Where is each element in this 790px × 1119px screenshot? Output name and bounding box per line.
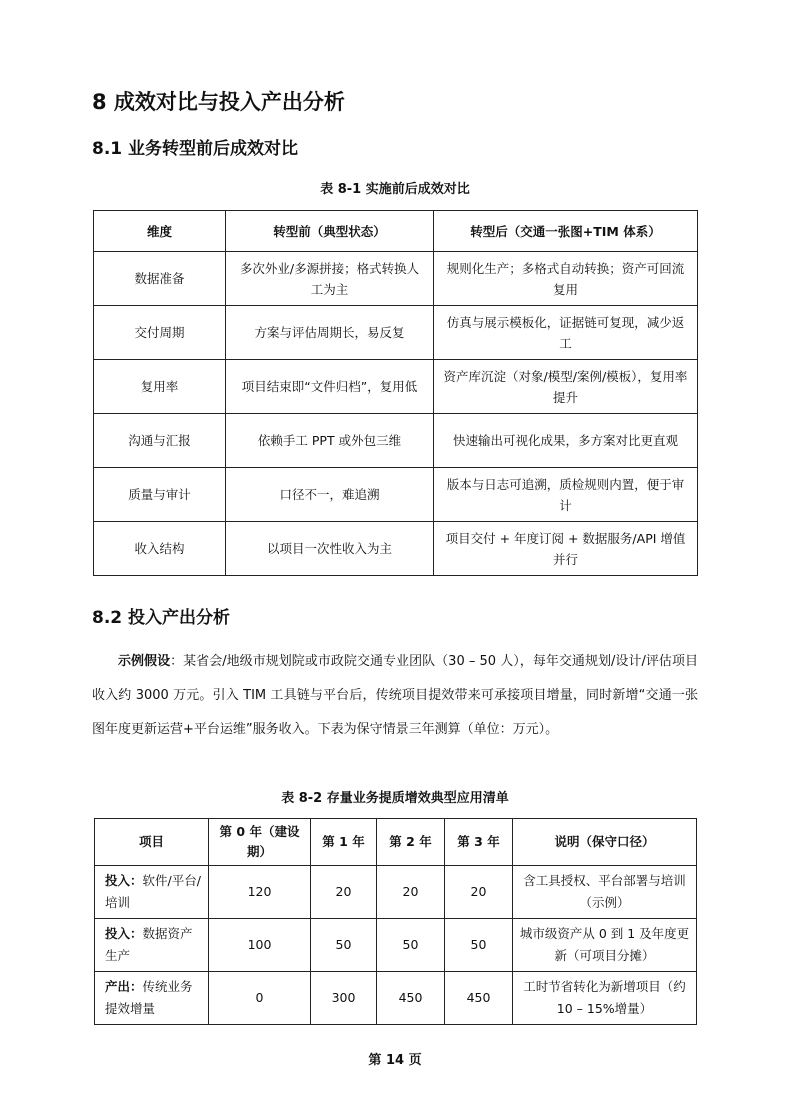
investment-output-table [94,818,697,1025]
table-header-cell: 第 2 年 [377,819,445,866]
table-header-cell: 项目 [95,819,209,866]
table-row [94,468,698,522]
subsection-title-1: 8.1 业务转型前后成效对比 [92,139,299,159]
table-cell: 20 [311,866,377,919]
table-cell: 50 [377,919,445,972]
table-cell: 项目交付 + 年度订阅 + 数据服务/API 增值并行 [434,522,698,576]
table-cell: 资产库沉淀（对象/模型/案例/模板），复用率提升 [434,360,698,414]
table-header-row [94,211,698,252]
table-cell: 120 [209,866,311,919]
table-cell: 100 [209,919,311,972]
table-cell: 0 [209,972,311,1025]
section-title: 8 成效对比与投入产出分析 [92,90,345,114]
table-header-cell: 第 1 年 [311,819,377,866]
table-cell: 城市级资产从 0 到 1 及年度更新（可项目分摊） [513,919,697,972]
table1-caption: 表 8-1 实施前后成效对比 [320,182,470,197]
table-cell: 依赖手工 PPT 或外包三维 [226,414,434,468]
table-cell: 多次外业/多源拼接；格式转换人工为主 [226,252,434,306]
table-row [95,866,697,919]
table-cell: 沟通与汇报 [94,414,226,468]
assumption-label: 示例假设 [118,654,171,669]
table-cell: 项目结束即“文件归档”，复用低 [226,360,434,414]
page-number: 第 14 页 [368,1053,422,1068]
table-cell: 20 [445,866,513,919]
table-header-cell: 维度 [94,211,226,252]
table-cell: 复用率 [94,360,226,414]
table-row [94,306,698,360]
row-label: 投入：软件/平台/培训 [95,866,209,919]
table-cell: 交付周期 [94,306,226,360]
table-header-cell: 第 3 年 [445,819,513,866]
assumption-paragraph [92,645,698,747]
table-row [94,360,698,414]
table-cell: 450 [445,972,513,1025]
table2-caption: 表 8-2 存量业务提质增效典型应用清单 [281,791,509,806]
table-row [94,414,698,468]
table-cell: 方案与评估周期长，易反复 [226,306,434,360]
table-cell: 工时节省转化为新增项目（约 10 – 15%增量） [513,972,697,1025]
row-label: 产出：传统业务提效增量 [95,972,209,1025]
subsection-title-2: 8.2 投入产出分析 [92,608,231,628]
table-cell: 50 [445,919,513,972]
table-cell: 20 [377,866,445,919]
table-row [94,522,698,576]
table-cell: 50 [311,919,377,972]
table-cell: 数据准备 [94,252,226,306]
table-cell: 版本与日志可追溯，质检规则内置，便于审计 [434,468,698,522]
table-header-cell: 说明（保守口径） [513,819,697,866]
table-header-row [95,819,697,866]
comparison-table [93,210,698,576]
table-cell: 450 [377,972,445,1025]
table-cell: 以项目一次性收入为主 [226,522,434,576]
table-cell: 规则化生产；多格式自动转换；资产可回流复用 [434,252,698,306]
table-header-cell: 转型后（交通一张图+TIM 体系） [434,211,698,252]
table-cell: 快速输出可视化成果，多方案对比更直观 [434,414,698,468]
table-header-cell: 第 0 年（建设期） [209,819,311,866]
assumption-text: ：某省会/地级市规划院或市政院交通专业团队（30 – 50 人），每年交通规划/设计/评估项目收入约 3000 万元。引入 TIM 工具链与平台后，传统项目提效带来可承接项目增量，同时新增“交通一张图年度更新运营+平台运维”服务收入。下表为保守情景三年测算（单位：万元）。 [92,654,698,737]
table-row [95,972,697,1025]
table-cell: 仿真与展示模板化，证据链可复现，减少返工 [434,306,698,360]
table-cell: 收入结构 [94,522,226,576]
row-label: 投入：数据资产生产 [95,919,209,972]
table-cell: 口径不一，难追溯 [226,468,434,522]
table-row [94,252,698,306]
table-cell: 质量与审计 [94,468,226,522]
table-header-cell: 转型前（典型状态） [226,211,434,252]
table-cell: 含工具授权、平台部署与培训（示例） [513,866,697,919]
table-row [95,919,697,972]
table-cell: 300 [311,972,377,1025]
